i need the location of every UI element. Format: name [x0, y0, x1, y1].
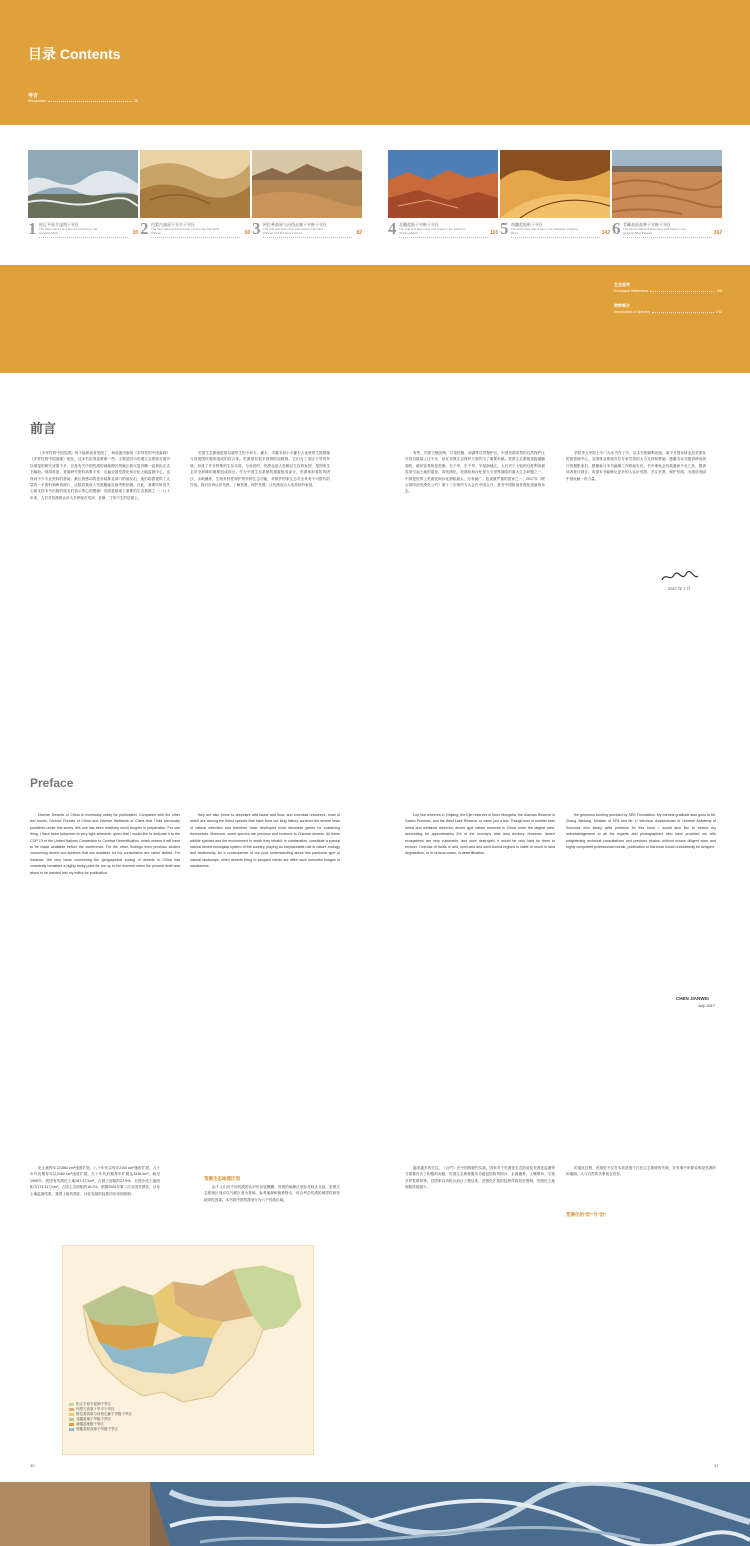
preface-zh-col-3	[405, 450, 545, 620]
extra-species-zh: 物种简介	[614, 303, 630, 308]
chapter-6-title-en: The Alpine Arid and Extremely Arid Areas in the Qinghai-Tibet Plateau	[623, 227, 686, 235]
page-number-right: 31	[714, 1463, 719, 1468]
extra-species-page: 212	[716, 310, 722, 314]
chapter-6-title-zh: 青藏高原高寒干旱极干旱区	[623, 222, 671, 227]
chapter-5-title-en: The Extremely Arid Areas in the Southern Xinjiang Basin	[511, 227, 578, 235]
leader-dots	[263, 237, 352, 238]
chapter-1-number: 1	[28, 219, 37, 238]
chapter-4-title-en: The Arid and Extremely Arid Areas in the Northern Xinjiang Basin	[399, 227, 466, 235]
toc-intro-zh: 导言	[28, 93, 39, 99]
preface-zh-date: 2017 年 7 月	[668, 586, 691, 591]
chapter-3-photo	[252, 150, 362, 218]
paragraph: 化土地每年以1560 km²速度扩展，八十年代以每年2100 km²速度扩展，九十年代初期每年以2460 km²速度扩展，九十年代后期每年扩展达3436 km²。截至1999年，我国有荒漠化土地267.4万km²，占国土面积的27.9%。全国沙化土地面积为174.31万km²，占国土总面积的18.2%。根据2002年第二次全国荒漠化、沙化土地监测结果，我国土地荒漠化、沙化发展的趋势初步得到遏制。	[30, 1166, 160, 1196]
legend-swatch	[69, 1413, 74, 1416]
preface-zh-col-2	[190, 450, 330, 620]
legend-label: 南疆盆地极干旱区	[76, 1422, 104, 1426]
chapter-1-photo	[28, 150, 138, 218]
chapter-6-page: 162	[713, 230, 722, 236]
chapter-2-title-zh: 内蒙古高原干旱半干旱区	[151, 222, 195, 227]
toc-chapter-1[interactable]	[28, 150, 138, 242]
spread-col-1	[30, 1165, 160, 1209]
chapter-1-title-zh: 松辽平原半湿润干旱区	[39, 222, 79, 227]
spread-col-2	[204, 1184, 340, 1220]
leader-dots	[39, 237, 128, 238]
chapter-3-title-en: The Arid and Extremely Arid Areas in the Alxa Plateau and the Hexi Corridor	[263, 227, 324, 235]
paragraph: 越来越多的关注。《合约》在中国的履约实践，国家对于荒漠化生态防治及荒漠化监测等方面都作出了积极的贡献。荒漠生态系统服务功能包括防风固沙、水源涵养、土壤保持、生物多样性维持等。自国家启动防沙治沙工程以来，荒漠化扩展的趋势得到初步遏制，荒漠化土地面积持续减少。	[405, 1166, 555, 1190]
leader-dots	[151, 237, 240, 238]
toc-chapter-6[interactable]	[612, 150, 722, 242]
chapter-6-number: 6	[612, 219, 621, 238]
legend-label: 内蒙古高原干旱半干旱区	[76, 1407, 115, 1411]
chapter-3-number: 3	[252, 219, 261, 238]
preface-en-date: July 2017	[698, 1003, 716, 1008]
legend-label: 阿拉善高原与河西走廊干旱极干旱区	[76, 1412, 132, 1416]
extra-reflections-zh: 生态思考	[614, 282, 630, 287]
chapter-3-title-zh: 阿拉善高原与河西走廊干旱极干旱区	[263, 222, 327, 227]
toc-chapter-3[interactable]	[252, 150, 362, 242]
paragraph: the generous funding provided by SEE Foundation. My earnest gratitude also goes to Mr. Zhang Jianlong, Minister of SFA and Mr. Li Wenhua, Academician of Chinese Academy of Sciences who kindly write prefaces for this book. I would also like to extend my acknowledgement to all the experts and photographers who have provided me with enlightening technical consultations and precious photos, without whose diligent work and highly competent professional morale, publication of this book would undoubtedly be delayed.	[566, 813, 716, 850]
legend-label: 北疆盆地干旱极干旱区	[76, 1417, 111, 1421]
paragraph: 的退化过程，荒漠化不仅在本质是指于打扰生态系统的失调，在有事中所要说明是荒漠的和谐面。人与自然的关系相互依存。	[566, 1166, 716, 1177]
extra-species-en: Introduction of Species	[614, 310, 650, 314]
chapter-6-photo	[612, 150, 722, 218]
legend-swatch	[69, 1428, 74, 1431]
leader-dots	[399, 237, 488, 238]
toc-chapter-2[interactable]	[140, 150, 250, 242]
chapter-2-page: 56	[244, 230, 250, 236]
toc-extra-reflections[interactable]	[614, 282, 722, 293]
preface-en-col-4	[566, 812, 716, 992]
legend-swatch	[69, 1423, 74, 1426]
chapter-2-title-en: The Semi-arid and Arid Areas of the Inner Mongolia Plateau	[151, 227, 220, 235]
paragraph: 学院李文华院士专门为本书作了序。这本书的顺利出版，离不开国家林业局荒漠化防治管理中心、全国林业系统各位专家学者的大力支持和帮助。感谢为本书提供珍贵照片的摄影家们，感谢参与本书编辑工作的朋友们。书中难免会有疏漏和不妥之处，敬请读者批评指正。希望本书能够让更多的人认识荒漠、关注荒漠、保护荒漠，为建设美丽中国贡献一份力量。	[566, 451, 706, 481]
legend-item-6	[69, 1427, 132, 1432]
spread-col-4	[566, 1165, 716, 1209]
legend-swatch	[69, 1408, 74, 1411]
preface-en-col-2	[190, 812, 340, 1032]
chapter-4-title-zh: 北疆盆地干旱极干旱区	[399, 222, 439, 227]
preface-en-col-1	[30, 812, 180, 1032]
toc-intro-page: 28	[134, 99, 138, 103]
paragraph: 《多样性的中国荒漠》终于能和读者见面了，和前面出版的《多样性的中国森林》《多样性的中国湿地》相比，这本书出得更艰难一些。主要是因为荒漠生态系统方面可以借鉴的研究成果不多，仅是有关中国荒漠的地地理区划就让我反复折腾一直到出正式书稿前。现将准备、查阅研究资料请教专家，走遍全国荒漠化和沙化土地监测中心，也得到不少专业资料的帮助。最让我感动的是各地林业部门的朋友们，他们给我提供了大量的一手资料和珍贵照片，还陪同我深入荒漠腹地实地考察拍摄。在此，我要向所有关心和支持本书出版的朋友们表示衷心的感谢！荒漠是地球上重要的生态系统之一，几十年来，人们对荒漠的认识大多停留在荒凉、贫瘠、寸草不生的层面上。	[30, 451, 170, 500]
spread-subheading-1: 荒漠生态地理区划	[204, 1176, 240, 1181]
legend-label: 青藏高原高寒干旱极干旱区	[76, 1427, 118, 1431]
chapter-3-page: 82	[356, 230, 362, 236]
leader-dots	[623, 237, 712, 238]
paragraph: 有些，内蒙古额济纳、甘肃民勤、西湖等自然保护区。中国荒漠类型的自然保护区尽管自数量上还不多，但在荒漠生态保护方面作出了重要贡献。荒漠生态系统是极端脆弱的，破坏容易恢复很难。在干旱、半干旱、半湿润地区，人们对于土地的过度利用最容易引起土地的退化，即荒漠化。荒漠化和沙化是当今世界面临的重大生态问题之一，中国是世界上荒漠化和沙化面积最大、分布最广、危害最严重的国家之一。2017年《联合国防治荒漠化公约》第十三次缔约方大会在中国召开，是对中国防治荒漠化成就的肯定。	[405, 451, 545, 494]
preface-en-signature: CHEN JIANWEI	[676, 996, 709, 1001]
chapter-1-title-en: The Semi-humid and Semi-arid Areas in the Songliao Plain	[39, 227, 98, 235]
paragraph: 由于人们对不同荒漠的认识仍比较模糊，荒漠的地理区划存在较大分歧。荒漠生态系统区划应以气候区划为基础，参考地貌和植被特点，综合考虑荒漠的地带性和非地带性因素。本书将中国荒漠划分为六个荒漠区域。	[204, 1185, 340, 1202]
bottom-aerial-photo	[0, 1482, 750, 1546]
legend-label: 松辽平原半湿润干旱区	[76, 1402, 111, 1406]
toc-title: 目录 Contents	[28, 46, 121, 62]
chapter-4-page: 116	[490, 230, 498, 236]
chapter-4-photo	[388, 150, 498, 218]
legend-swatch	[69, 1418, 74, 1421]
paragraph: Lop Nur reserves in Xinjiang, the Ejin reserves in Inner Mongolia, the Alashan Reserve in Gansu Province, and the West Lake Reserve, to name just a few. Though less in number than forest and wetlands reserves, desert type nature reserves in China cover the largest area, accounting for approximately 5% of the country's total land territory. However, desert ecosystems are very vulnerable, and once destroyed, it would be very hard for them to recover. Overuse of lands in arid, semi-arid and semi-humid regions is liable to result in land degradation, or in serious cases, in desertification.	[405, 813, 555, 856]
leader-dots	[511, 237, 600, 238]
preface-zh-col-1	[30, 450, 170, 620]
paragraph: Diverse Deserts of China is eventually ready for publication. Compared with the other two books, Diverse Forests of China and Diverse Wetlands of China that I had previously published under this series, this one has been relatively much tougher in preparation. For one thing, I have been subjected to very tight schedule, given that I would like to dedicate it to the COP 13 of the United Nations Convention to Combat Desertification, which means it will have to be made available before the conference. For the other, findings from previous studies concerning desert eco-systems that are available for my consultation are rather limited. For instance, the very issue concerning the geographical zoning of deserts in China has constantly remained a highly tricky point for me up to the moment when the present draft was about to be handed into my editor for publication.	[30, 813, 180, 875]
desert-zoning-map	[62, 1245, 314, 1455]
paragraph: 荒漠生态系统是指以超旱生的小乔木、灌木、半灌木和小半灌木占优势的生物群落与其周围环境所组成的综合体。荒漠里有很多独特的动植物，它们为了适应干旱的环境，形成了许多特殊的生存本领。与此同时，荒漠也是人类赖以生存的家园，是国家生态安全屏障的重要组成部分。作为中国生态系统的重要组成部分，荒漠承担着防风固沙、水源涵养、生物多样性保护等多种生态功能，对维护国家生态安全具有不可替代的作用。我们应该认识荒漠、了解荒漠、保护荒漠，让荒漠成为人类美好的家园。	[190, 451, 330, 488]
map-legend	[69, 1402, 132, 1432]
leader-dots	[48, 101, 132, 102]
preface-zh-col-4	[566, 450, 706, 540]
toc-chapter-4[interactable]	[388, 150, 498, 242]
page-number-left: 30	[30, 1463, 35, 1468]
toc-intro-row[interactable]	[28, 99, 138, 103]
chapter-4-number: 4	[388, 219, 397, 238]
chapter-5-page: 142	[601, 230, 610, 236]
toc-chapter-5[interactable]	[500, 150, 610, 242]
preface-en-col-3	[405, 812, 555, 1032]
chapter-1-page: 36	[132, 230, 138, 236]
leader-dots	[652, 312, 715, 313]
leader-dots	[650, 291, 714, 292]
chapter-2-number: 2	[140, 219, 149, 238]
chapter-5-title-zh: 南疆盆地极干旱区	[511, 222, 543, 227]
toc-intro-en: Introduction	[28, 99, 47, 103]
spread-col-3	[405, 1165, 555, 1465]
preface-zh-heading: 前言	[30, 421, 57, 436]
extra-reflections-en: Ecological Reflections	[614, 289, 649, 293]
toc-extra-species[interactable]	[614, 303, 722, 314]
chapter-2-photo	[140, 150, 250, 218]
extra-reflections-page: 198	[716, 289, 722, 293]
spread-subheading-2: 荒漠化的“防”与“治”	[566, 1212, 607, 1217]
preface-en-heading: Preface	[30, 776, 74, 790]
chapter-5-photo	[500, 150, 610, 218]
chapter-5-number: 5	[500, 219, 509, 238]
paragraph: they are also home to abundant wild fauna and flora, and microbial resources, most of which are among the finest species that have lived our long history survived the severe tests of natural selection and therefore have developed most favorable genes for sustaining themselves. Moreover, some species are precious and endemic to Chinese deserts. All these wildlife species and the environment in which they inhabit, in combination, constitute a special natural desert ecological system of the country, playing an irreplaceable role in nature ecology and biodiversity. As a consequence of our poor understanding about this particular type of natural landscape, when deserts bring to people's minds are often such sorrowful images of sandstorms.	[190, 813, 340, 869]
legend-swatch	[69, 1403, 74, 1406]
